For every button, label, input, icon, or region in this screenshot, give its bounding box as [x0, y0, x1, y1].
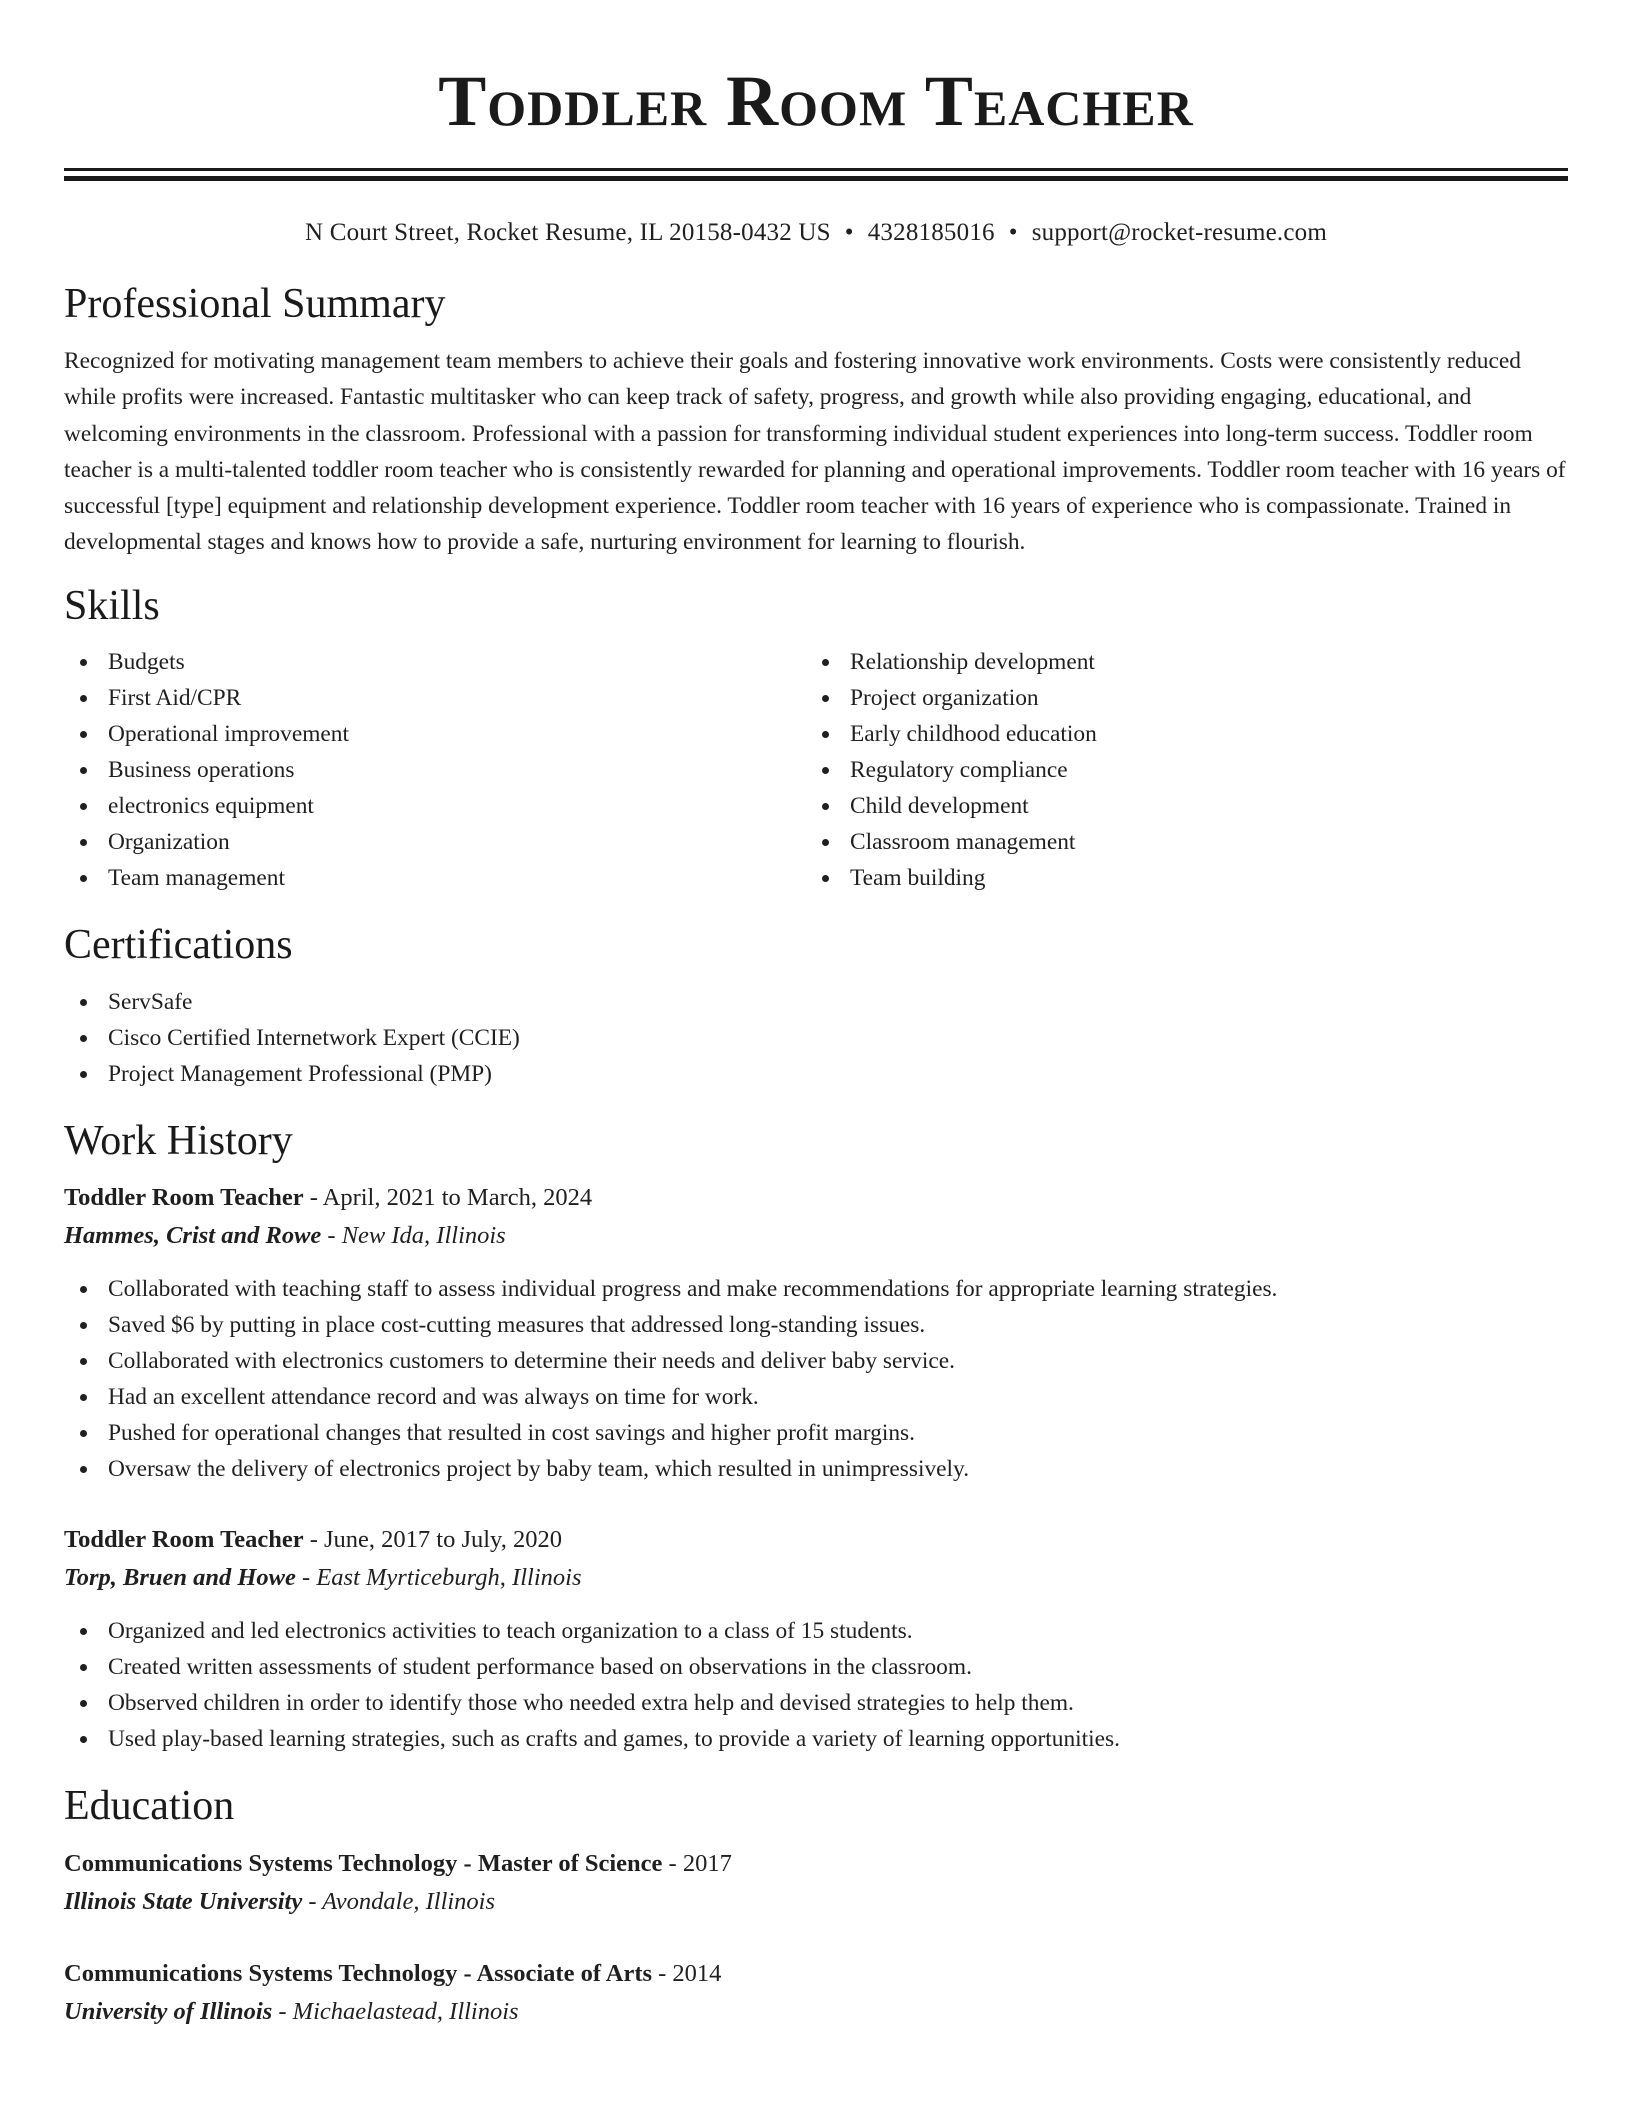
job-duty-item: Used play-based learning strategies, such as crafts and games, to provide a variety of learning opportunities.: [64, 1721, 1568, 1757]
school-name: University of Illinois: [64, 1997, 273, 2025]
header-rule-thin: [64, 168, 1568, 171]
skill-item: electronics equipment: [64, 788, 806, 824]
skill-item: Operational improvement: [64, 716, 806, 752]
skills-column-left: [64, 644, 806, 896]
job-duties-list: [64, 1271, 1568, 1487]
skill-item: Team building: [806, 860, 1548, 896]
skill-item: Budgets: [64, 644, 806, 680]
certifications-heading: Certifications: [64, 921, 293, 968]
school-name: Illinois State University: [64, 1887, 303, 1915]
contact-separator: •: [844, 219, 854, 246]
skill-item: First Aid/CPR: [64, 680, 806, 716]
certifications-list: [64, 984, 1568, 1092]
job-title: Toddler Room Teacher: [64, 1525, 304, 1553]
job-dates: - April, 2021 to March, 2024: [303, 1183, 593, 1211]
degree-name: Communications Systems Technology - Associate of Arts: [64, 1959, 653, 1987]
job-duty-item: Created written assessments of student performance based on observations in the classroom.: [64, 1649, 1568, 1685]
job-title: Toddler Room Teacher: [64, 1183, 304, 1211]
contact-line: [64, 217, 1568, 249]
company-line: [64, 1559, 1568, 1597]
header-rule-thick: [64, 176, 1568, 181]
company-location: - New Ida, Illinois: [321, 1221, 506, 1249]
job-duty-item: Organized and led electronics activities to teach organization to a class of 15 students.: [64, 1613, 1568, 1649]
skills-list: [64, 644, 1568, 896]
company-line: [64, 1217, 1568, 1255]
skill-item: Team management: [64, 860, 806, 896]
job-entry: [64, 1179, 1568, 1487]
skill-item: Child development: [806, 788, 1548, 824]
school-location: - Avondale, Illinois: [302, 1887, 496, 1915]
skills-heading: Skills: [64, 582, 160, 629]
school-location: - Michaelastead, Illinois: [272, 1997, 519, 2025]
school-line: [64, 1993, 1568, 2031]
education-entry: [64, 1955, 1568, 2031]
education-heading: Education: [64, 1782, 235, 1829]
certification-item: Cisco Certified Internetwork Expert (CCIE): [64, 1020, 1568, 1056]
degree-year: - 2017: [662, 1849, 732, 1877]
degree-name: Communications Systems Technology - Master of Science: [64, 1849, 663, 1877]
job-duties-list: [64, 1613, 1568, 1757]
skills-column-right: [806, 644, 1548, 896]
degree-line: [64, 1845, 1568, 1883]
school-line: [64, 1883, 1568, 1921]
skill-item: Business operations: [64, 752, 806, 788]
job-dates: - June, 2017 to July, 2020: [303, 1525, 562, 1553]
contact-address: N Court Street, Rocket Resume, IL 20158-0432 US: [305, 219, 831, 246]
company-location: - East Myrticeburgh, Illinois: [295, 1563, 582, 1591]
contact-email: support@rocket-resume.com: [1031, 219, 1327, 246]
skill-item: Classroom management: [806, 824, 1548, 860]
job-title-line: [64, 1179, 1568, 1217]
degree-line: [64, 1955, 1568, 1993]
summary-heading: Professional Summary: [64, 281, 446, 327]
skill-item: Organization: [64, 824, 806, 860]
skill-item: Relationship development: [806, 644, 1548, 680]
job-duty-item: Collaborated with teaching staff to assess individual progress and make recommendations for appropriate learning strategies.: [64, 1271, 1568, 1307]
job-duty-item: Pushed for operational changes that resulted in cost savings and higher profit margins.: [64, 1415, 1568, 1451]
job-duty-item: Observed children in order to identify those who needed extra help and devised strategies to help them.: [64, 1685, 1568, 1721]
company-name: Torp, Bruen and Howe: [64, 1563, 296, 1591]
job-duty-item: Oversaw the delivery of electronics project by baby team, which resulted in unimpressively.: [64, 1451, 1568, 1487]
certification-item: ServSafe: [64, 984, 1568, 1020]
job-duty-item: Saved $6 by putting in place cost-cutting measures that addressed long-standing issues.: [64, 1307, 1568, 1343]
skill-item: Early childhood education: [806, 716, 1548, 752]
skill-item: Regulatory compliance: [806, 752, 1548, 788]
resume-name: Toddler Room Teacher: [438, 61, 1194, 141]
degree-year: - 2014: [652, 1959, 722, 1987]
contact-separator: •: [1008, 219, 1018, 246]
contact-phone: 4328185016: [867, 219, 995, 246]
education-entry: [64, 1845, 1568, 1921]
certification-item: Project Management Professional (PMP): [64, 1056, 1568, 1092]
company-name: Hammes, Crist and Rowe: [64, 1221, 322, 1249]
job-title-line: [64, 1521, 1568, 1559]
job-duty-item: Had an excellent attendance record and was always on time for work.: [64, 1379, 1568, 1415]
summary-text: Recognized for motivating management team members to achieve their goals and fostering innovative work environments. Costs were consistently reduced while profits were increased. Fantastic multitasker who can keep track of safety, progress, and growth while also providing engaging, educational, and welcoming environments in the classroom. Professional with a passion for transforming individual student experiences into long-term success. Toddler room teacher is a multi-talented toddler room teacher who is consistently rewarded for planning and operational improvements. Toddler room teacher with 16 years of successful [type] equipment and relationship development experience. Toddler room teacher with 16 years of experience who is compassionate. Trained in developmental stages and knows how to provide a safe, nurturing environment for learning to flourish.: [64, 348, 1566, 556]
job-entry: [64, 1521, 1568, 1757]
work-history-heading: Work History: [64, 1117, 293, 1164]
skill-item: Project organization: [806, 680, 1548, 716]
job-duty-item: Collaborated with electronics customers to determine their needs and deliver baby service.: [64, 1343, 1568, 1379]
